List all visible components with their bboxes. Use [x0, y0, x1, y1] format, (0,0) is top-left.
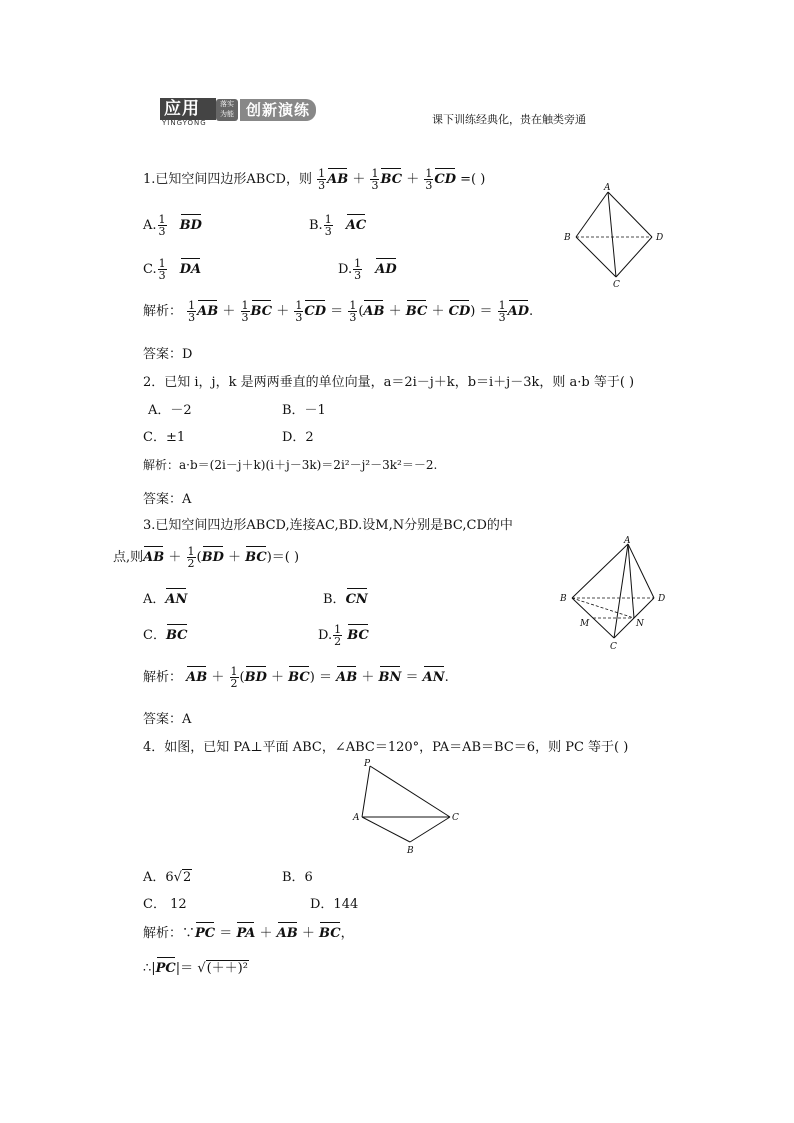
q2-option-a: A．－2 [148, 403, 192, 418]
q4-option-d: D．144 [310, 897, 359, 912]
q4-stem: 4．如图，已知 PA⊥平面 ABC，∠ABC＝120°，PA＝AB＝BC＝6，则 PC 等于( ) [143, 740, 629, 755]
q1-option-b: B. $\frac{1}{3}$ AC [309, 213, 367, 238]
banner-main: 应用 [160, 98, 216, 120]
q3-option-c: C．BC [143, 624, 188, 643]
figure-tetrahedron-1 [560, 180, 680, 290]
label-p: P [364, 759, 371, 769]
q2-answer: 答案：A [143, 492, 192, 507]
q1-paren: =( ) [460, 172, 486, 187]
edge-cd [616, 237, 652, 277]
label-c: C [610, 642, 617, 652]
header-tagline: 课下训练经典化，贵在触类旁通 [432, 113, 586, 126]
label-b: B [564, 233, 571, 243]
q4-option-a: A．6√2 [143, 870, 192, 885]
label-b: B [560, 594, 567, 604]
banner-sub: YINGYONG [162, 119, 207, 127]
label-c: C [452, 813, 459, 823]
label-a: A [604, 183, 611, 193]
label-d: D [658, 594, 666, 604]
label-a: A [353, 813, 360, 823]
banner-rest: 创新演练 [240, 99, 316, 121]
q3-answer: 答案：A [143, 712, 192, 727]
q1-answer: 答案：D [143, 347, 193, 362]
fraction: $\frac{1}{3}$ [425, 167, 433, 192]
fraction: $\frac{1}{3}$ [371, 167, 379, 192]
q2-analysis: 解析：a·b＝(2i－j＋k)(i＋j－3k)＝2i²－j²－3k²＝－2. [143, 458, 438, 472]
q3-option-a: A．AN [143, 588, 187, 607]
q3-stem-line2: 点,则AB ＋ $\frac{1}{2}$ (BD ＋ BC)＝( ) [113, 545, 300, 570]
label-n: N [636, 619, 644, 629]
q3-analysis: 解析： AB ＋ $\frac{1}{2}$ (BD ＋ BC) ＝ AB ＋ BN ＝ AN. [143, 665, 449, 690]
label-m: M [580, 619, 590, 629]
label-a: A [624, 536, 631, 546]
q4-therefore: ∴|PC|＝ √(＋＋)² [143, 957, 249, 976]
edge-ab [576, 192, 608, 237]
q3-option-b: B．CN [323, 588, 368, 607]
fraction: $\frac{1}{3}$ [318, 167, 326, 192]
figure-q4 [350, 756, 470, 860]
section-banner [160, 98, 330, 127]
q2-option-d: D．2 [282, 430, 314, 445]
q1-option-d: D. $\frac{1}{3}$ AD [338, 257, 397, 282]
banner-diamond: 落实 为能 [216, 99, 238, 121]
q1-analysis: 解析： $\frac{1}{3}$ AB ＋ $\frac{1}{3}$ BC ＋ $\frac{1}{3}$ CD ＝ $\frac{1}{3}$ (AB ＋ BC ＋ CD) ＝ $\frac{1}{3}$ AD. [143, 299, 534, 324]
q1-option-c: C. $\frac{1}{3}$ DA [143, 257, 202, 282]
edge-ad [608, 192, 652, 237]
q4-analysis: 解析：∵PC ＝ PA ＋ AB ＋ BC， [143, 922, 354, 941]
q4-option-b: B．6 [282, 870, 313, 885]
q3-stem-line1: 3.已知空间四边形ABCD,连接AC,BD.设M,N分别是BC,CD的中 [143, 518, 513, 533]
edge-bc [576, 237, 616, 277]
q1-stem: 1.已知空间四边形ABCD，则 [143, 172, 312, 187]
q2-stem: 2．已知 i，j，k 是两两垂直的单位向量，a＝2i－j＋k，b＝i＋j－3k，则 a·b 等于( ) [143, 375, 635, 390]
vector: AB [327, 168, 348, 187]
vector: BC [380, 168, 402, 187]
q3-option-d: D. $\frac{1}{2}$ BC [318, 623, 369, 648]
q1-option-a: A. $\frac{1}{3}$ BD [143, 213, 202, 238]
edge-ac [608, 192, 616, 277]
label-c: C [613, 280, 620, 290]
q2-option-c: C．±1 [143, 430, 186, 445]
label-d: D [656, 233, 664, 243]
vector: CD [434, 168, 456, 187]
q2-option-b: B．－1 [282, 403, 326, 418]
q4-option-c: C． 12 [143, 897, 187, 912]
label-b: B [407, 846, 414, 856]
figure-tetrahedron-3 [558, 534, 688, 654]
q1-stem-line: 1.已知空间四边形ABCD，则 $\frac{1}{3}$ AB ＋ $\frac{1}{3}$ BC ＋ $\frac{1}{3}$ CD =( ) [143, 167, 486, 192]
